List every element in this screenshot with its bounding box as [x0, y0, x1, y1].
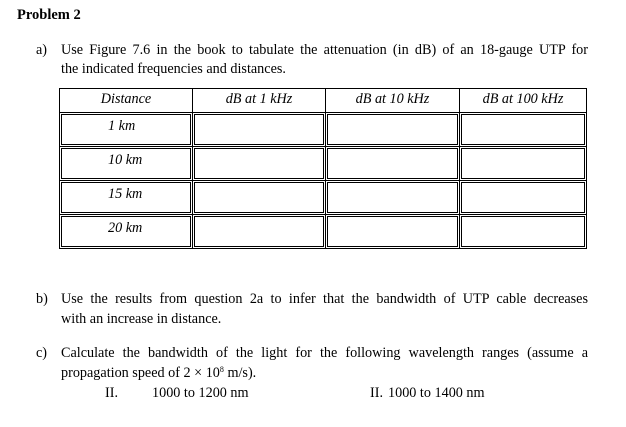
part-c-label: c): [36, 345, 48, 361]
part-b-label: b): [36, 291, 48, 307]
header-cell: [460, 89, 586, 113]
header-cell: [326, 89, 460, 113]
table-cell: [60, 113, 193, 147]
row-distance: 1 km: [108, 118, 136, 134]
item-1-numeral: II.: [105, 385, 118, 401]
table-header-row: [60, 89, 586, 113]
header-cell: [60, 89, 193, 113]
table-cell: [60, 215, 193, 248]
part-a-line-2: the indicated frequencies and distances.: [61, 61, 286, 77]
table-cell: [326, 147, 460, 181]
table-row: [60, 147, 586, 181]
item-2-numeral: II.: [370, 385, 383, 401]
table-row: [60, 181, 586, 215]
row-distance: 15 km: [108, 186, 143, 202]
item-2-range: 1000 to 1400 nm: [388, 385, 485, 401]
row-distance: 10 km: [108, 152, 143, 168]
part-b-line-1: Use the results from question 2a to infer that the bandwidth of UTP cable decreases: [61, 291, 588, 307]
table-cell: [326, 181, 460, 215]
header-10khz: dB at 10 kHz: [355, 91, 430, 107]
part-a-line-1: Use Figure 7.6 in the book to tabulate the attenuation (in dB) of an 18-gauge UTP for: [61, 42, 588, 58]
table-cell: [193, 181, 326, 215]
part-c-line-1: Calculate the bandwidth of the light for the following wavelength ranges (assume a: [61, 345, 588, 361]
table-cell: [460, 181, 586, 215]
header-distance: Distance: [100, 91, 152, 107]
table-row: [60, 215, 586, 248]
row-distance: 20 km: [108, 220, 143, 236]
problem-title: Problem 2: [17, 7, 81, 23]
table-cell: [193, 215, 326, 248]
table-cell: [326, 113, 460, 147]
part-a-label: a): [36, 42, 48, 58]
header-100khz: dB at 100 kHz: [482, 91, 564, 107]
part-c-line-2: propagation speed of $2 \times 10^8$ m/s).: [61, 365, 257, 381]
table-cell: [60, 181, 193, 215]
table-cell: [60, 147, 193, 181]
part-b-line-2: with an increase in distance.: [61, 311, 222, 327]
table-row: [60, 113, 586, 147]
table-cell: [460, 113, 586, 147]
header-cell: [193, 89, 326, 113]
attenuation-table: [59, 88, 587, 249]
exponent: 8: [219, 365, 224, 374]
item-1-range: 1000 to 1200 nm: [152, 385, 249, 401]
header-1khz: dB at 1 kHz: [225, 91, 293, 107]
table-cell: [460, 215, 586, 248]
table-cell: [326, 215, 460, 248]
table-cell: [193, 147, 326, 181]
table-cell: [460, 147, 586, 181]
table-cell: [193, 113, 326, 147]
